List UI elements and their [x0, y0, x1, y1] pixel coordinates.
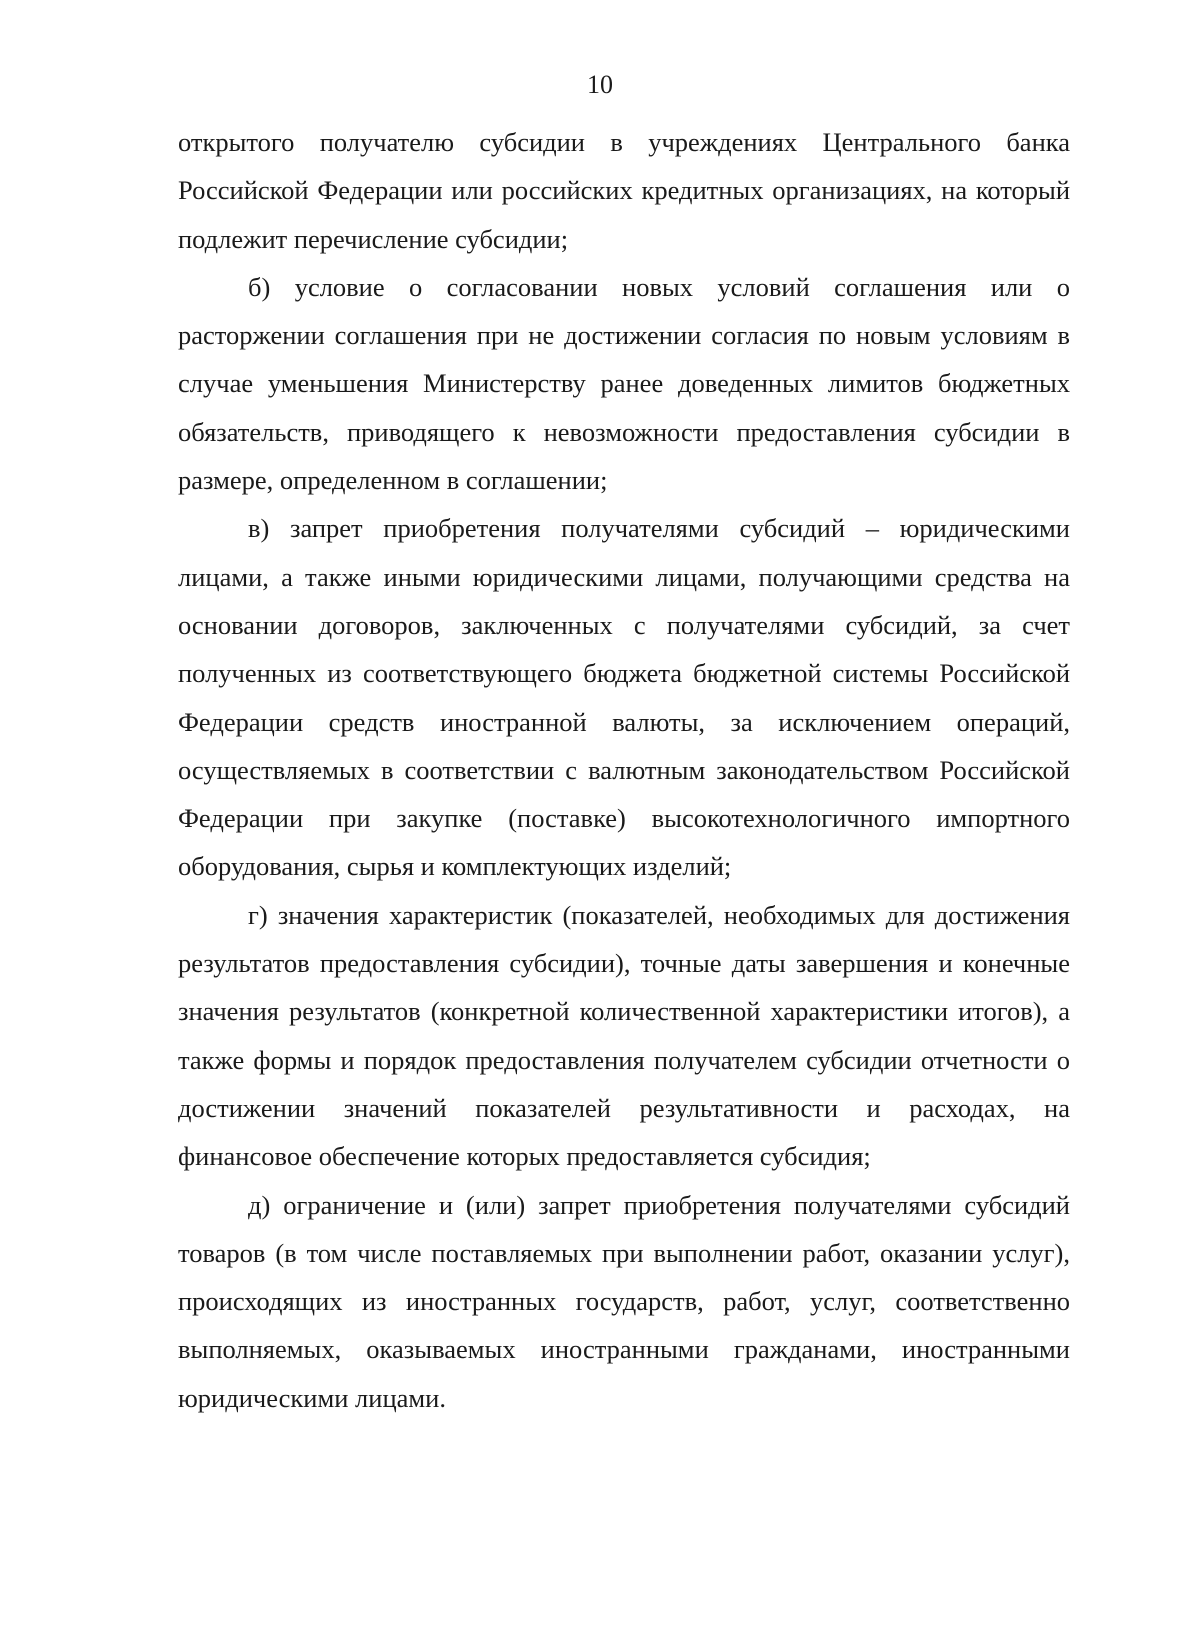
paragraph-item-d: д) ограничение и (или) запрет приобретения получателями субсидий товаров (в том числе поставляемых при выполнении работ, оказании услуг), происходящих из иностранных государств, работ, услуг, соответственно выполняемых, оказываемых иностранными гражданами, иностранными юридическими лицами.: [178, 1189, 1070, 1413]
paragraph-item-v: в) запрет приобретения получателями субсидий – юридическими лицами, а также иными юридическими лицами, получающими средства на основании договоров, заключенных с получателями субсидий, за счет полученных из соответствующего бюджета бюджетной системы Российской Федерации средств иностранной валюты, за исключением операций, осуществляемых в соответствии с валютным законодательством Российской Федерации при закупке (поставке) высокотехнологичного импортного оборудования, сырья и комплектующих изделий;: [178, 513, 1070, 882]
paragraph-item-g: г) значения характеристик (показателей, необходимых для достижения результатов предоставления субсидии), точные даты завершения и конечные значения результатов (конкретной количественной характеристики итогов), а также формы и порядок предоставления получателем субсидии отчетности о достижении значений показателей результативности и расходах, на финансовое обеспечение которых предоставляется субсидия;: [178, 899, 1070, 1172]
paragraph-item-b: б) условие о согласовании новых условий соглашения или о расторжении соглашения при не достижении согласия по новым условиям в случае уменьшения Министерству ранее доведенных лимитов бюджетных обязательств, приводящего к невозможности предоставления субсидии в размере, определенном в соглашении;: [178, 271, 1070, 496]
paragraph-continuation: открытого получателю субсидии в учреждениях Центрального банка Российской Федерации или российских кредитных организациях, на который подлежит перечисление субсидии;: [178, 127, 1070, 254]
page-number: 10: [587, 70, 613, 99]
document-body: [178, 118, 1070, 1422]
